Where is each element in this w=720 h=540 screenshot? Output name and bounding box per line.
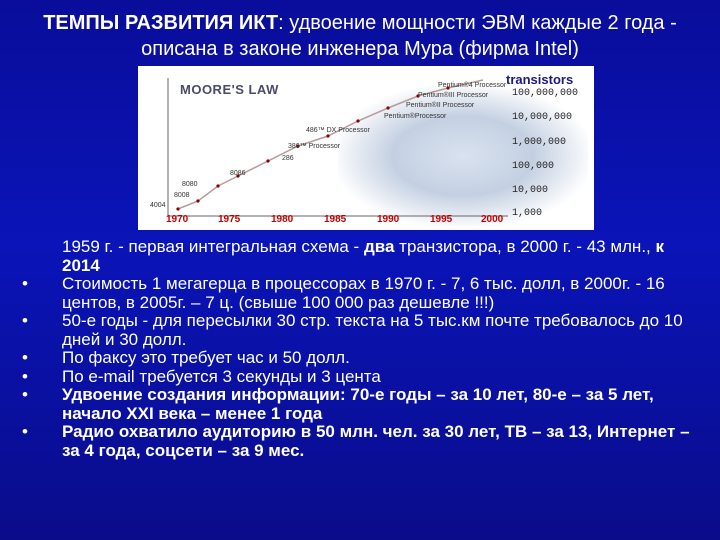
processor-label: Pentium®4 Processor — [438, 82, 507, 89]
processor-label: Pentium®III Processor — [418, 92, 489, 99]
intro-text-2: транзистора, в 2000 г. - 43 млн., — [394, 237, 656, 256]
title-bold: ТЕМПЫ РАЗВИТИЯ ИКТ — [43, 12, 279, 34]
bullet-dot-icon: • — [22, 274, 28, 293]
x-tick: 1985 — [324, 214, 347, 225]
x-tick: 1975 — [218, 214, 241, 225]
processor-label: Pentium®II Processor — [406, 102, 475, 109]
x-tick: 1970 — [166, 214, 189, 225]
list-item-text: По факсу это требует час и 50 долл. — [62, 348, 350, 367]
list-item-text: Радио охватило аудиторию в 50 млн. чел. за 30 лет, ТВ – за 13, Интернет – за 4 года, соцсети – за 9 мес. — [62, 422, 690, 460]
intro-text-1: 1959 г. - первая интегральная схема - — [62, 237, 364, 256]
y-tick: 10,000 — [512, 185, 549, 196]
title-line2: описана в законе инженера Мура (фирма Intel) — [141, 38, 579, 60]
list-item — [22, 349, 702, 368]
y-axis-header: transistors — [506, 72, 574, 87]
processor-label: 286 — [282, 155, 294, 162]
list-item-intro — [22, 238, 702, 275]
list-item-text: Стоимость 1 мегагерца в процессорах в 1970 г. - 7, 6 тыс. долл, в 2000г. - 16 центов, в 2005г. – 7 ц. (свыше 100 000 раз дешевле !!!) — [62, 274, 665, 312]
y-tick: 1,000 — [512, 208, 543, 219]
bullet-list — [22, 238, 702, 460]
bullet-dot-icon: • — [22, 311, 28, 330]
y-tick: 10,000,000 — [512, 112, 573, 123]
processor-label: 4004 — [150, 202, 166, 209]
bullet-dot-icon: • — [22, 385, 28, 404]
bullet-dot-icon: • — [22, 422, 28, 441]
x-tick: 1995 — [430, 214, 453, 225]
title-rest: : удвоение мощности ЭВМ каждые 2 года - — [278, 12, 677, 34]
processor-label: 8008 — [174, 192, 190, 199]
y-tick: 1,000,000 — [512, 137, 567, 148]
slide-title — [20, 10, 700, 62]
list-item — [22, 275, 702, 312]
chart-title: MOORE'S LAW — [180, 82, 279, 97]
list-item — [22, 423, 702, 460]
processor-label: 8086 — [230, 170, 246, 177]
list-item-text: По e-mail требуется 3 секунды и 3 цента — [62, 366, 381, 386]
x-tick: 2000 — [481, 214, 504, 225]
y-tick: 100,000,000 — [512, 88, 579, 99]
bullet-dot-icon: • — [22, 348, 28, 367]
y-tick: 100,000 — [512, 161, 555, 172]
list-item — [22, 386, 702, 423]
x-tick: 1990 — [377, 214, 400, 225]
list-item-text: 50-е годы - для пересылки 30 стр. текста на 5 тыс.км почте требовалось до 10 дней и 30 долл. — [62, 311, 683, 349]
list-item-text: Удвоение создания информации: 70-е годы – за 10 лет, 80-е – за 5 лет, начало XXI века – менее 1 года — [62, 385, 654, 423]
intro-text-bold-2: к 2014 — [62, 237, 665, 275]
intro-text-bold-1: два — [363, 237, 395, 256]
x-tick: 1980 — [271, 214, 294, 225]
processor-label: Pentium®Processor — [384, 113, 447, 120]
processor-label: 8080 — [182, 181, 198, 188]
list-item — [22, 368, 702, 387]
list-item — [22, 312, 702, 349]
processor-label: 386™ Processor — [288, 143, 341, 150]
moores-law-chart-image — [138, 66, 594, 230]
processor-label: 486™ DX Processor — [306, 127, 370, 134]
bullet-dot-icon: • — [22, 366, 28, 386]
